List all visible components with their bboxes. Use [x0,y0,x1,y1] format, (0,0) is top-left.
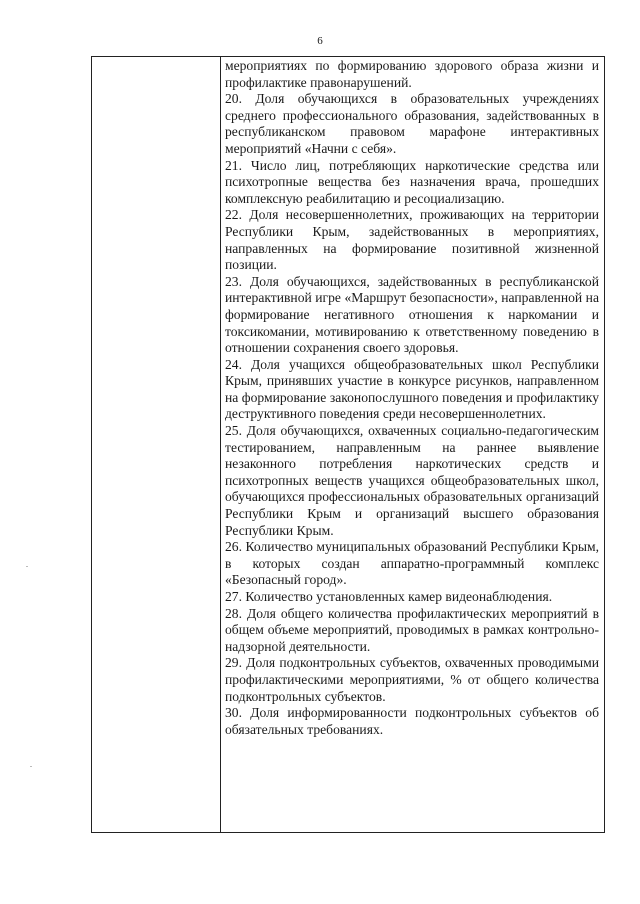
table-left-column [92,57,221,832]
indicator-table [91,56,605,833]
indicator-item-22: 22. Доля несовершеннолетних, проживающих на территории Республики Крым, задействованных в мероприятиях, направленных на формирование позитивной жизненной позиции. [225,207,599,273]
scan-mark [26,566,28,567]
indicator-item-20: 20. Доля обучающихся в образовательных учреждениях среднего профессионального образования, задействованных в республиканском правовом марафоне интерактивных мероприятий «Начни с себя». [225,91,599,156]
indicator-item-24: 24. Доля учащихся общеобразовательных школ Республики Крым, принявших участие в конкурсе рисунков, направленном на формирование законопослушного поведения и профилактику деструктивного поведения среди несовершеннолетних. [225,356,599,422]
indicator-item-27: 27. Количество установленных камер видеонаблюдения. [225,589,553,604]
indicator-item-30: 30. Доля информированности подконтрольных субъектов об обязательных требованиях. [225,705,599,737]
table-right-column [221,57,604,832]
page-number: 6 [317,35,323,47]
indicator-item-29: 29. Доля подконтрольных субъектов, охваченных проводимыми профилактическими мероприятиями, % от общего количества подконтрольных субъектов. [225,655,599,704]
indicator-item-25: 25. Доля обучающихся, охваченных социально-педагогическим тестированием, направленным на раннее выявление незаконного потребления наркотических средств и психотропных веществ учащихся общеобразовательных школ, обучающихся профессиональных образовательных организаций Республики Крым и организаций высшего образования Республики Крым. [225,423,599,538]
scan-mark [30,766,32,767]
indicator-item-26: 26. Количество муниципальных образований Республики Крым, в которых создан аппаратно-программный комплекс «Безопасный город». [225,539,599,588]
indicator-item-21: 21. Число лиц, потребляющих наркотические средства или психотропные вещества без назначения врача, прошедших комплексную реабилитацию и ресоциализацию. [225,157,599,206]
indicator-item-28: 28. Доля общего количества профилактических мероприятий в общем объеме мероприятий, проводимых в рамках контрольно-надзорной деятельности. [225,605,599,654]
indicator-item-continuation: мероприятиях по формированию здорового образа жизни и профилактике правонарушений. [225,58,599,90]
indicator-item-23: 23. Доля обучающихся, задействованных в республиканской интерактивной игре «Маршрут безопасности», направленной на формирование негативного отношения к наркомании и токсикомании, мотивированию к ответственному поведению в отношении сохранения своего здоровья. [225,273,599,356]
